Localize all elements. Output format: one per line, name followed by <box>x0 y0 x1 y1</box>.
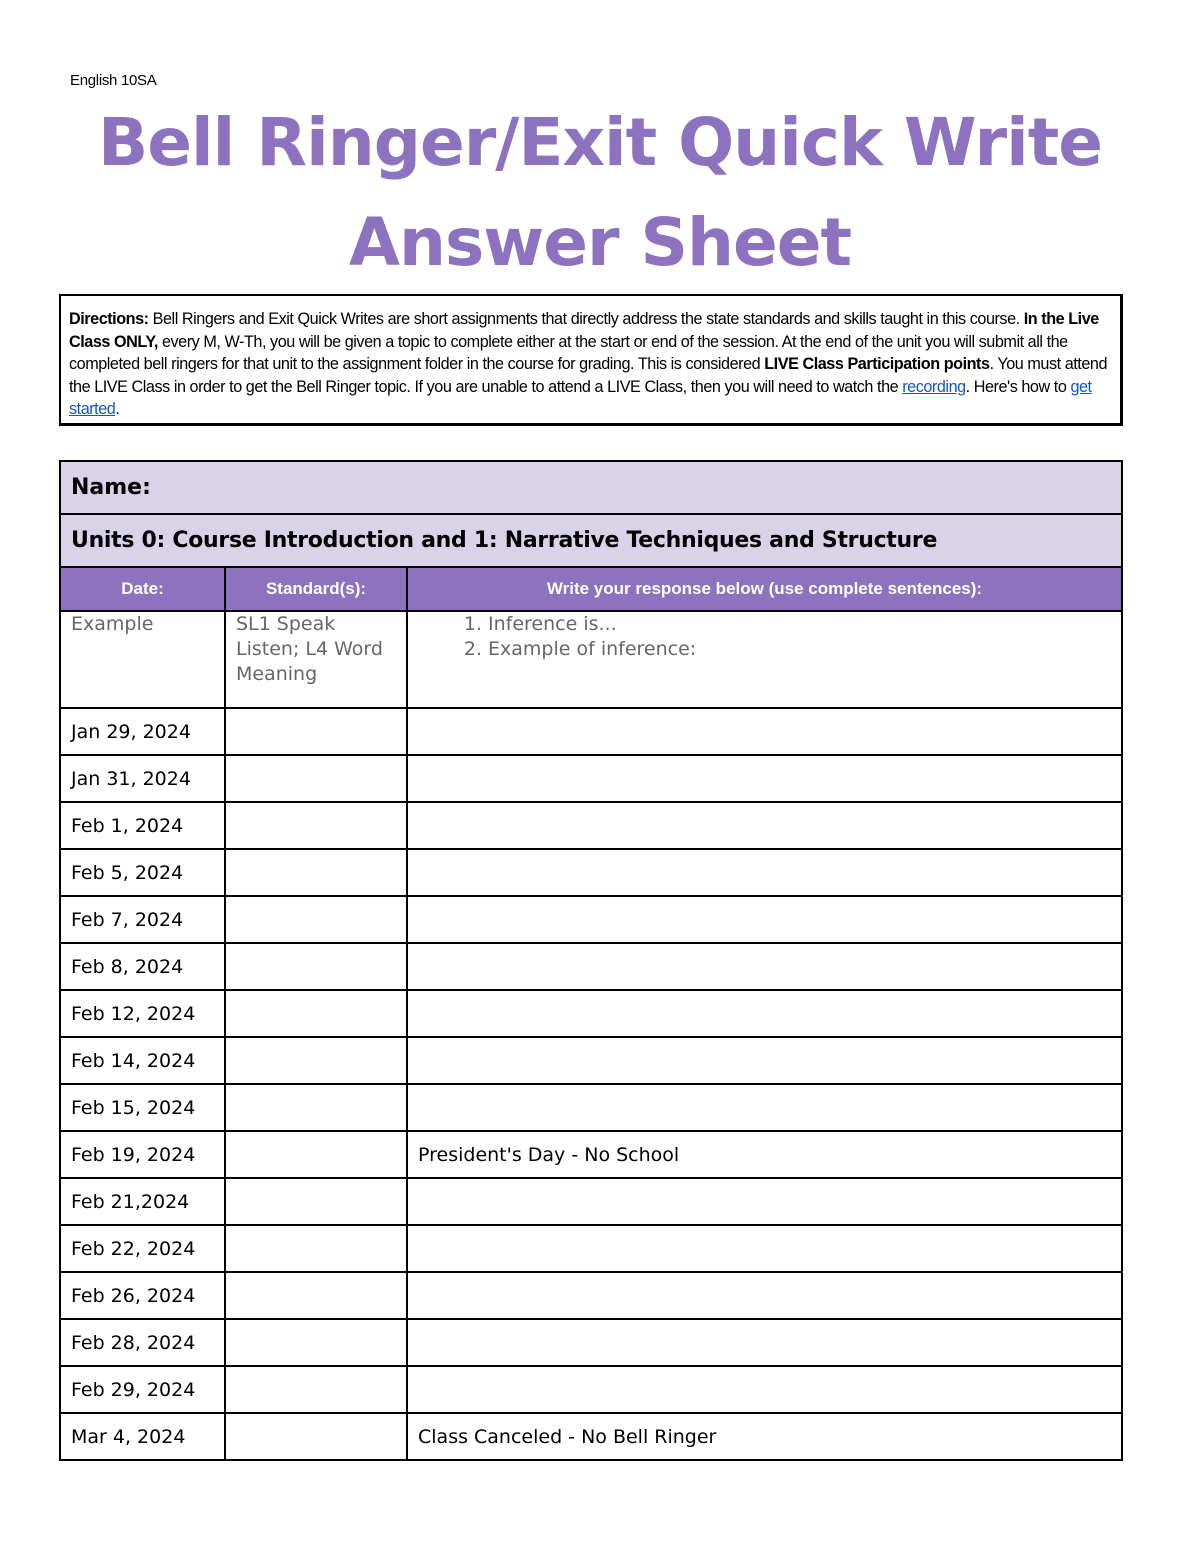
table-row <box>60 1084 1122 1131</box>
row-response-cell[interactable] <box>407 1319 1122 1366</box>
unit-row <box>60 514 1122 567</box>
row-standards-cell[interactable] <box>225 1413 407 1460</box>
row-date: Feb 29, 2024 <box>60 1366 225 1413</box>
page-title-line-2: Answer Sheet <box>348 204 852 281</box>
directions-text: . <box>115 400 120 419</box>
row-response-cell[interactable] <box>407 943 1122 990</box>
table-row <box>60 849 1122 896</box>
directions-label: Directions: <box>69 310 149 328</box>
row-date: Feb 8, 2024 <box>60 943 225 990</box>
row-standards-cell[interactable] <box>225 708 407 755</box>
row-date: Feb 22, 2024 <box>60 1225 225 1272</box>
table-row <box>60 1225 1122 1272</box>
example-date: Example <box>60 611 225 708</box>
row-response-cell[interactable] <box>407 1272 1122 1319</box>
directions-box <box>59 294 1123 426</box>
directions-text: . You must attend the LIVE Class in order to get the Bell Ringer topic. If you are unable to attend a LIVE Class, then you will need to watch the <box>69 355 1108 396</box>
table-row <box>60 1413 1122 1460</box>
row-response-cell[interactable] <box>407 1225 1122 1272</box>
row-standards-cell[interactable] <box>225 1225 407 1272</box>
table-row <box>60 1319 1122 1366</box>
row-standards-cell[interactable] <box>225 1319 407 1366</box>
table-row <box>60 708 1122 755</box>
row-standards-cell[interactable] <box>225 1084 407 1131</box>
recording-link[interactable]: recording <box>902 377 966 396</box>
page-title-line-1: Bell Ringer/Exit Quick Write <box>97 104 1103 181</box>
row-response-cell[interactable] <box>407 708 1122 755</box>
table-row <box>60 943 1122 990</box>
row-standards-cell[interactable] <box>225 1272 407 1319</box>
row-response-cell[interactable]: President's Day - No School <box>407 1131 1122 1178</box>
table-row <box>60 1272 1122 1319</box>
row-date: Feb 21,2024 <box>60 1178 225 1225</box>
row-standards-cell[interactable] <box>225 1178 407 1225</box>
row-standards-cell[interactable] <box>225 943 407 990</box>
row-response-cell[interactable] <box>407 849 1122 896</box>
name-field[interactable]: Name: <box>60 461 1122 514</box>
example-standards: SL1 Speak Listen; L4 Word Meaning <box>225 611 407 708</box>
example-list <box>418 612 1111 662</box>
row-standards-cell[interactable] <box>225 990 407 1037</box>
row-standards-cell[interactable] <box>225 755 407 802</box>
example-row <box>60 611 1122 708</box>
get-started-link[interactable]: get started <box>69 377 1092 419</box>
table-row <box>60 1037 1122 1084</box>
row-date: Mar 4, 2024 <box>60 1413 225 1460</box>
table-row <box>60 802 1122 849</box>
directions-live-class-only: In the Live Class ONLY, <box>69 310 1099 351</box>
table-row <box>60 1131 1122 1178</box>
table-row <box>60 1366 1122 1413</box>
directions-participation-points: LIVE Class Participation points <box>764 355 990 374</box>
table-row <box>60 896 1122 943</box>
row-response-cell[interactable] <box>407 1178 1122 1225</box>
row-standards-cell[interactable] <box>225 802 407 849</box>
row-response-cell[interactable] <box>407 1366 1122 1413</box>
row-response-cell[interactable] <box>407 755 1122 802</box>
row-date: Feb 15, 2024 <box>60 1084 225 1131</box>
row-date: Feb 26, 2024 <box>60 1272 225 1319</box>
row-response-cell[interactable] <box>407 896 1122 943</box>
row-response-cell[interactable] <box>407 802 1122 849</box>
row-date: Feb 12, 2024 <box>60 990 225 1037</box>
example-item: 1. Inference is... <box>488 612 1111 637</box>
row-standards-cell[interactable] <box>225 849 407 896</box>
row-response-cell[interactable]: Class Canceled - No Bell Ringer <box>407 1413 1122 1460</box>
row-date: Feb 19, 2024 <box>60 1131 225 1178</box>
row-response-cell[interactable] <box>407 990 1122 1037</box>
table-row <box>60 755 1122 802</box>
example-response <box>407 611 1122 708</box>
row-date: Feb 14, 2024 <box>60 1037 225 1084</box>
row-date: Feb 5, 2024 <box>60 849 225 896</box>
header-row <box>60 567 1122 611</box>
row-date: Feb 7, 2024 <box>60 896 225 943</box>
bell-ringer-table <box>59 460 1123 1461</box>
row-standards-cell[interactable] <box>225 1131 407 1178</box>
table-row <box>60 1178 1122 1225</box>
row-standards-cell[interactable] <box>225 1366 407 1413</box>
directions-text: . Here's how to <box>965 377 1071 396</box>
example-item: 2. Example of inference: <box>488 637 1111 662</box>
unit-title: Units 0: Course Introduction and 1: Narrative Techniques and Structure <box>60 514 1122 567</box>
row-standards-cell[interactable] <box>225 1037 407 1084</box>
response-column-header: Write your response below (use complete sentences): <box>407 567 1122 611</box>
row-response-cell[interactable] <box>407 1037 1122 1084</box>
table-row <box>60 990 1122 1037</box>
row-standards-cell[interactable] <box>225 896 407 943</box>
row-date: Feb 28, 2024 <box>60 1319 225 1366</box>
date-column-header: Date: <box>60 567 225 611</box>
name-row <box>60 461 1122 514</box>
directions-text: Bell Ringers and Exit Quick Writes are short assignments that directly address the state standards and skills taught in this course. <box>148 310 1024 328</box>
row-date: Jan 31, 2024 <box>60 755 225 802</box>
course-label: English 10SA <box>70 72 157 89</box>
row-date: Jan 29, 2024 <box>60 708 225 755</box>
row-date: Feb 1, 2024 <box>60 802 225 849</box>
row-response-cell[interactable] <box>407 1084 1122 1131</box>
directions-text: every M, W-Th, you will be given a topic to complete either at the start or end of the session. At the end of the unit you will submit all the completed bell ringers for that unit to the assignment folder in the course for grading. This is considered <box>69 332 1068 374</box>
standards-column-header: Standard(s): <box>225 567 407 611</box>
